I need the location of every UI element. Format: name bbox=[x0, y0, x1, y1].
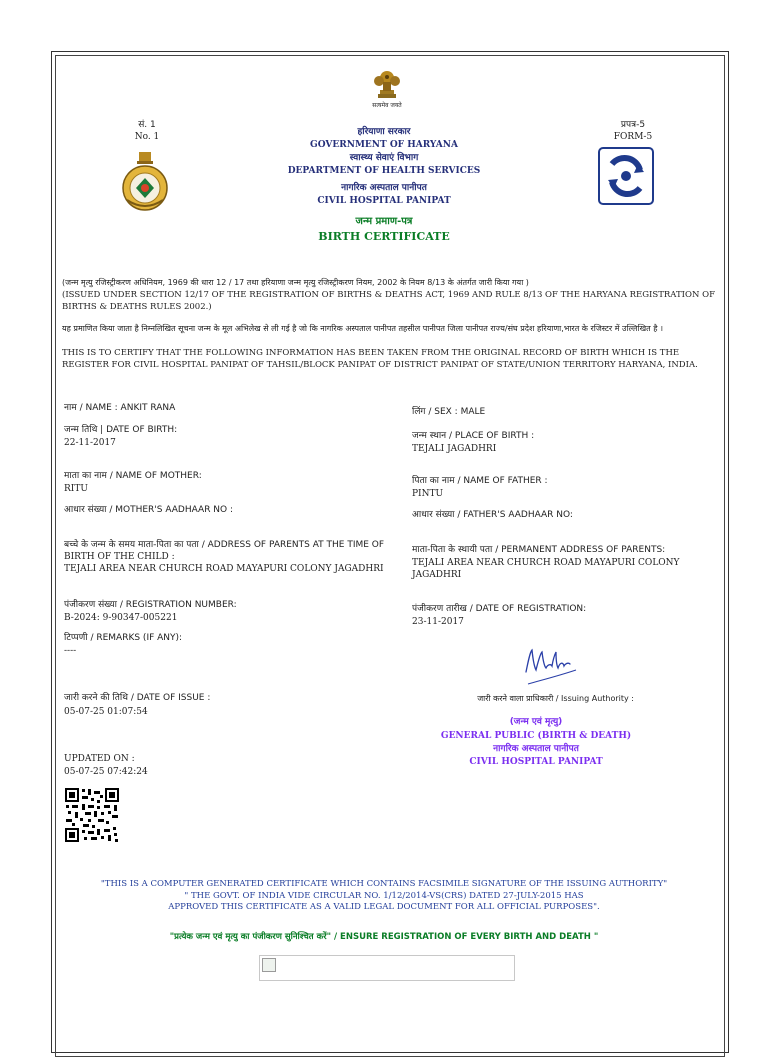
footer-statement-2: " THE GOVT. OF INDIA VIDE CIRCULAR NO. 1/12/2014-VS(CRS) DATED 27-JULY-2015 HAS bbox=[184, 891, 584, 901]
crs-logo-icon bbox=[597, 146, 655, 206]
registration-number-label: पंजीकरण संख्या / REGISTRATION NUMBER: bbox=[64, 600, 237, 610]
serial-label-hindi: सं. 1 bbox=[138, 120, 156, 130]
date-of-issue-label: जारी करने की तिथि / DATE OF ISSUE : bbox=[64, 693, 211, 703]
authority-line-3: नागरिक अस्पताल पानीपत bbox=[493, 744, 579, 754]
remarks-label: टिप्पणी / REMARKS (IF ANY): bbox=[64, 633, 183, 643]
qr-code bbox=[64, 787, 120, 843]
certify-hindi: यह प्रमाणित किया जाता है निम्नलिखित सूचना जन्म के मूल अभिलेख से ली गई है जो कि नागरिक अस्पताल पानीपत तहसील पानीपत जिला पानीपत राज्य/संघ प्रदेश हरियाणा,भारत के रजिस्टर में उल्लिखित है । bbox=[62, 324, 664, 333]
father-aadhaar: आधार संख्या / FATHER'S AADHAAR NO: bbox=[412, 510, 573, 520]
dept-title: DEPARTMENT OF HEALTH SERVICES bbox=[287, 166, 481, 176]
broken-image-icon bbox=[262, 958, 276, 972]
address-at-birth-value: TEJALI AREA NEAR CHURCH ROAD MAYAPURI COLONY JAGADHRI bbox=[64, 564, 384, 574]
address-at-birth-label: बच्चे के जन्म के समय माता-पिता का पता / ADDRESS OF PARENTS AT THE TIME OF bbox=[64, 540, 385, 550]
updated-on-value: 05-07-25 07:42:24 bbox=[64, 767, 148, 777]
mother-name-value: RITU bbox=[64, 484, 88, 494]
child-name: नाम / NAME : ANKIT RANA bbox=[64, 403, 176, 413]
footer-image-placeholder bbox=[259, 955, 515, 981]
permanent-address-value: TEJALI AREA NEAR CHURCH ROAD MAYAPURI COLONY bbox=[412, 558, 680, 568]
updated-on-label: UPDATED ON : bbox=[64, 754, 135, 764]
national-emblem-icon bbox=[368, 64, 406, 102]
authority-line-2: GENERAL PUBLIC (BIRTH & DEATH) bbox=[440, 731, 632, 741]
sex: लिंग / SEX : MALE bbox=[412, 407, 486, 417]
certify-text: THIS IS TO CERTIFY THAT THE FOLLOWING INFORMATION HAS BEEN TAKEN FROM THE ORIGINAL RECORD OF BIRTH WHICH IS THE REGISTER FOR CIVIL HOSPITAL PANIPAT OF TAHSIL/BLOCK PANIPAT OF DISTRICT PANIPAT OF STATE/UNION TERRITORY HARYANA, INDIA. bbox=[62, 348, 698, 370]
father-name-label: पिता का नाम / NAME OF FATHER : bbox=[412, 476, 548, 486]
haryana-seal-icon bbox=[119, 150, 171, 212]
dob-value: 22-11-2017 bbox=[64, 438, 116, 448]
mother-name-label: माता का नाम / NAME OF MOTHER: bbox=[64, 471, 202, 481]
issued-under-text: (ISSUED UNDER SECTION 12/17 OF THE REGISTRATION OF BIRTHS & DEATHS ACT, 1969 AND RULE 8/13 OF THE HARYANA REGISTRATION OF BIRTHS & DEATHS RULES 2002.) bbox=[62, 290, 715, 312]
place-of-birth-label: जन्म स्थान / PLACE OF BIRTH : bbox=[412, 431, 535, 441]
permanent-address-value-cont: JAGADHRI bbox=[412, 570, 462, 580]
form-label-hindi: प्रपत्र-5 bbox=[620, 120, 646, 130]
certificate-title-hindi: जन्म प्रमाण-पत्र bbox=[355, 216, 413, 227]
ensure-registration-slogan: "प्रत्येक जन्म एवं मृत्यु का पंजीकरण सुनिश्चित करें" / ENSURE REGISTRATION OF EVERY BIRTH AND DEATH " bbox=[169, 932, 599, 942]
permanent-address-label: माता-पिता के स्थायी पता / PERMANENT ADDRESS OF PARENTS: bbox=[412, 545, 666, 555]
issued-under-hindi: (जन्म मृत्यु रजिस्ट्रीकरण अधिनियम, 1969 की धारा 12 / 17 तथा हरियाणा जन्म मृत्यु रजिस्ट्रीकरण नियम, 2002 के नियम 8/13 के अंतर्गत जारी किया गया ) bbox=[62, 278, 529, 287]
govt-title: GOVERNMENT OF HARYANA bbox=[310, 140, 458, 150]
emblem-motto: सत्यमेव जयते bbox=[372, 102, 402, 109]
authority-line-4: CIVIL HOSPITAL PANIPAT bbox=[469, 757, 603, 767]
hospital-title-hindi: नागरिक अस्पताल पानीपत bbox=[341, 183, 427, 193]
mother-aadhaar: आधार संख्या / MOTHER'S AADHAAR NO : bbox=[64, 505, 234, 515]
footer-statement-3: APPROVED THIS CERTIFICATE AS A VALID LEGAL DOCUMENT FOR ALL OFFICIAL PURPOSES". bbox=[168, 902, 600, 912]
registration-date-label: पंजीकरण तारीख / DATE OF REGISTRATION: bbox=[412, 604, 587, 614]
remarks-value: ---- bbox=[64, 646, 77, 656]
father-name-value: PINTU bbox=[412, 489, 444, 499]
issuing-authority-label: जारी करने वाला प्राधिकारी / Issuing Authority : bbox=[477, 694, 634, 703]
authority-signature bbox=[518, 642, 582, 690]
address-at-birth-label-cont: BIRTH OF THE CHILD : bbox=[64, 552, 175, 562]
registration-date-value: 23-11-2017 bbox=[412, 617, 464, 627]
place-of-birth-value: TEJALI JAGADHRI bbox=[412, 444, 497, 454]
footer-statement-1: "THIS IS A COMPUTER GENERATED CERTIFICATE WHICH CONTAINS FACSIMILE SIGNATURE OF THE ISSUING AUTHORITY" bbox=[100, 879, 668, 889]
form-label: FORM-5 bbox=[613, 132, 653, 142]
govt-title-hindi: हरियाणा सरकार bbox=[357, 127, 411, 137]
certificate-title: BIRTH CERTIFICATE bbox=[318, 230, 450, 243]
registration-number-value: B-2024: 9-90347-005221 bbox=[64, 613, 178, 623]
authority-line-1: (जन्म एवं मृत्यु) bbox=[509, 717, 563, 727]
dob-label: जन्म तिथि | DATE OF BIRTH: bbox=[64, 425, 178, 435]
hospital-title: CIVIL HOSPITAL PANIPAT bbox=[317, 196, 451, 206]
serial-label: No. 1 bbox=[134, 132, 160, 142]
date-of-issue-value: 05-07-25 01:07:54 bbox=[64, 707, 148, 717]
dept-title-hindi: स्वास्थ्य सेवाएं विभाग bbox=[349, 153, 419, 163]
